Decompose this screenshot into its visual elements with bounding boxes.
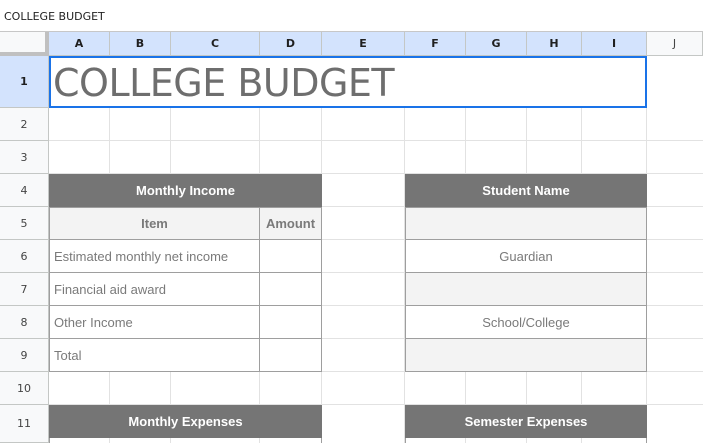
amount-column-header[interactable]: Amount [259,207,322,240]
sheet-title-cell[interactable]: COLLEGE BUDGET [49,56,647,108]
column-header-g[interactable]: G [466,32,527,56]
column-header-a[interactable]: A [49,32,110,56]
monthly-expenses-header[interactable]: Monthly Expenses [49,405,322,438]
row-header-8[interactable]: 8 [0,306,49,339]
select-all-corner[interactable] [0,32,49,56]
income-item-total[interactable]: Total [49,338,260,372]
row-header-6[interactable]: 6 [0,240,49,273]
formula-bar[interactable] [0,0,703,32]
column-header-b[interactable]: B [110,32,171,56]
column-header-e[interactable]: E [322,32,405,56]
school-college-value[interactable] [405,338,647,372]
guardian-label[interactable]: Guardian [405,239,647,273]
income-amount-cell[interactable] [259,239,322,273]
row-header-5[interactable]: 5 [0,207,49,240]
semester-expenses-body [405,438,647,443]
income-amount-cell[interactable] [259,338,322,372]
semester-expenses-header[interactable]: Semester Expenses [405,405,647,438]
student-name-header[interactable]: Student Name [405,174,647,207]
monthly-income-header[interactable]: Monthly Income [49,174,322,207]
row-header-4[interactable]: 4 [0,174,49,207]
column-header-h[interactable]: H [527,32,582,56]
spreadsheet-grid[interactable] [0,32,703,443]
guardian-value[interactable] [405,272,647,306]
row-header-10[interactable]: 10 [0,372,49,405]
row-header-9[interactable]: 9 [0,339,49,372]
gridline [49,140,703,141]
column-header-i[interactable]: I [582,32,647,56]
column-header-d[interactable]: D [260,32,322,56]
row-header-2[interactable]: 2 [0,108,49,141]
column-header-j[interactable]: J [647,32,703,56]
row-header-7[interactable]: 7 [0,273,49,306]
income-item-financial-aid[interactable]: Financial aid award [49,272,260,306]
row-header-11[interactable]: 11 [0,405,49,443]
income-item-other[interactable]: Other Income [49,305,260,339]
column-header-c[interactable]: C [171,32,260,56]
column-header-f[interactable]: F [405,32,466,56]
income-item-net-income[interactable]: Estimated monthly net income [49,239,260,273]
item-column-header[interactable]: Item [49,207,260,240]
formula-bar-content: COLLEGE BUDGET [4,10,105,23]
school-college-label[interactable]: School/College [405,305,647,339]
student-name-value[interactable] [405,207,647,240]
row-header-1[interactable]: 1 [0,56,49,108]
row-header-3[interactable]: 3 [0,141,49,174]
income-amount-cell[interactable] [259,272,322,306]
monthly-expenses-body [49,438,322,443]
income-amount-cell[interactable] [259,305,322,339]
